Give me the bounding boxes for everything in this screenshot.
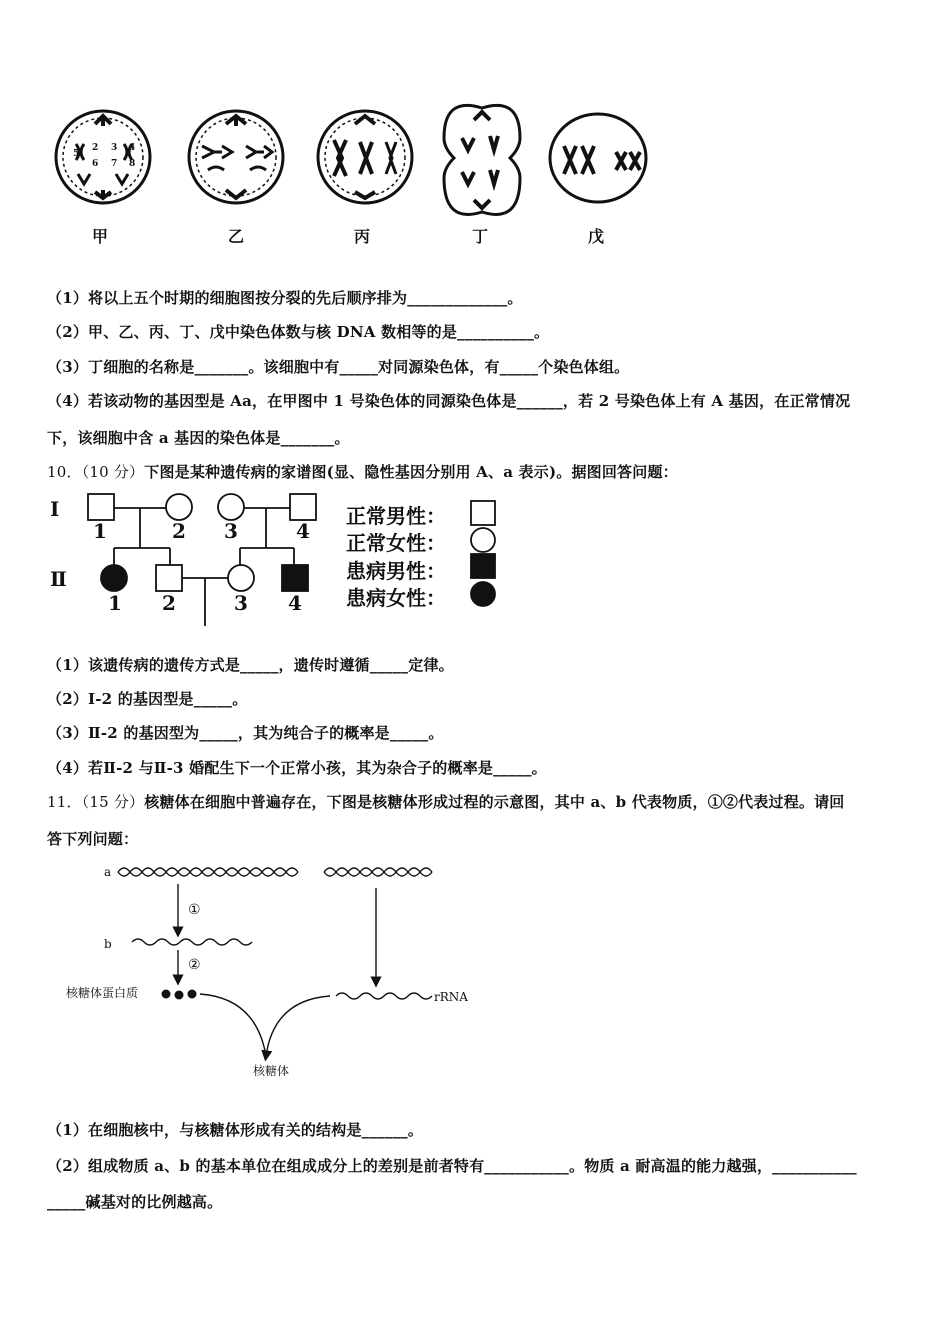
pedigree-II-4 — [282, 565, 308, 591]
pedigree-I-3 — [218, 494, 244, 520]
label-a: a — [104, 865, 112, 879]
legend-normal-male: 正常男性： — [346, 504, 446, 528]
legend-square-filled-icon — [471, 554, 495, 578]
q11-part1: （1）在细胞核中，与核糖体形成有关的结构是______。 — [47, 1121, 424, 1139]
q9-part4-line2: 下，该细胞中含 a 基因的染色体是_______。 — [47, 429, 350, 447]
q11-part2-line2: _____碱基对的比例越高。 — [47, 1193, 223, 1211]
protein-dot — [175, 991, 184, 1000]
chromosome-number: 5 — [73, 149, 80, 159]
rrna-label: rRNA — [434, 990, 468, 1004]
cell-label-wu: 戊 — [588, 227, 605, 246]
q10-part1: （1）该遗传病的遗传方式是_____，遗传时遵循_____定律。 — [47, 656, 454, 674]
pedigree-II-3 — [228, 565, 254, 591]
cell-label-jia: 甲 — [92, 227, 109, 246]
legend-normal-female: 正常女性： — [346, 531, 446, 555]
pedigree-chart — [44, 488, 334, 628]
pedigree-II-2 — [156, 565, 182, 591]
cell-label-ding: 丁 — [472, 227, 489, 246]
pedigree-id: 3 — [224, 519, 238, 543]
cell-label-bing: 丙 — [354, 227, 371, 246]
label-b: b — [104, 937, 112, 951]
ribosomal-protein-label: 核糖体蛋白质 — [66, 986, 139, 1000]
q10-stem — [47, 461, 678, 482]
pedigree-id: 3 — [234, 591, 248, 615]
cell-label-yi: 乙 — [228, 227, 245, 246]
pedigree-id: 2 — [162, 591, 176, 615]
q9-part3: （3）丁细胞的名称是_______。该细胞中有_____对同源染色体，有_____个染色体组。 — [47, 358, 630, 376]
pedigree-II-1 — [101, 565, 127, 591]
legend-circle-filled-icon — [471, 582, 495, 606]
generation-label-I: Ⅰ — [50, 497, 60, 521]
legend-symbols — [467, 498, 503, 610]
legend-affected-male: 患病男性： — [346, 559, 446, 583]
cell-wu — [550, 114, 646, 202]
q11-score: （15 分） — [81, 793, 145, 811]
pedigree-id: 4 — [288, 591, 302, 615]
legend-circle-open-icon — [471, 528, 495, 552]
rrna-strand — [336, 993, 432, 999]
q11-part2-line1: （2）组成物质 a、b 的基本单位在组成成分上的差别是前者特有___________。物质 a 耐高温的能力越强，___________ — [47, 1157, 857, 1175]
protein-dot — [162, 990, 171, 999]
q10-part3: （3）Ⅱ-2 的基因型为_____，其为纯合子的概率是_____。 — [47, 724, 444, 742]
ribosome-label: 核糖体 — [253, 1064, 290, 1078]
generation-label-II: Ⅱ — [50, 567, 67, 591]
pedigree-I-1 — [88, 494, 114, 520]
step-1-label: ① — [188, 902, 201, 918]
q11-stem-text: 核糖体在细胞中普遍存在，下图是核糖体形成过程的示意图，其中 a、b 代表物质，①②代表过程。请回 — [144, 793, 845, 811]
q9-part1: （1）将以上五个时期的细胞图按分裂的先后顺序排为_____________。 — [47, 289, 523, 307]
cell-jia — [56, 111, 150, 203]
dna-right — [324, 868, 432, 876]
q10-score: （10 分） — [81, 463, 145, 481]
q10-part4: （4）若Ⅱ-2 与Ⅱ-3 婚配生下一个正常小孩，其为杂合子的概率是_____。 — [47, 759, 547, 777]
step-2-label: ② — [188, 957, 201, 973]
chromosome-number: 2 — [92, 143, 99, 153]
q10-part2: （2）Ⅰ-2 的基因型是_____。 — [47, 690, 248, 708]
q11-number: 11． — [47, 793, 82, 811]
q10-stem-text: 下图是某种遗传病的家谱图(显、隐性基因分别用 A、a 表示)。据图回答问题： — [144, 463, 678, 481]
chromosome-number: 6 — [92, 159, 99, 169]
q10-number: 10． — [47, 463, 82, 481]
chromosome-number: 7 — [111, 159, 118, 169]
cell-ding — [444, 105, 520, 214]
pedigree-id: 2 — [172, 519, 186, 543]
ribosome-formation-diagram — [60, 860, 480, 1090]
legend-square-open-icon — [471, 501, 495, 525]
pedigree-id: 1 — [93, 519, 107, 543]
rna-b — [132, 939, 252, 945]
q11-stem-line1 — [47, 791, 845, 812]
pedigree-id: 1 — [108, 591, 122, 615]
q11-stem-line2: 答下列问题： — [47, 830, 139, 848]
pedigree-I-2 — [166, 494, 192, 520]
legend-affected-female: 患病女性： — [346, 586, 446, 610]
chromosome-number: 3 — [111, 143, 118, 153]
cell-bing — [318, 111, 412, 203]
q9-part2: （2）甲、乙、丙、丁、戊中染色体数与核 DNA 数相等的是__________。 — [47, 323, 550, 341]
cell-yi — [189, 111, 283, 203]
pedigree-I-4 — [290, 494, 316, 520]
protein-dot — [188, 990, 197, 999]
q9-part4-line1: （4）若该动物的基因型是 Aa，在甲图中 1 号染色体的同源染色体是______，若 2 号染色体上有 A 基因，在正常情况 — [47, 392, 851, 410]
pedigree-id: 4 — [296, 519, 310, 543]
chromosome-number: 4 — [129, 143, 136, 153]
chromosome-number: 8 — [129, 159, 136, 169]
